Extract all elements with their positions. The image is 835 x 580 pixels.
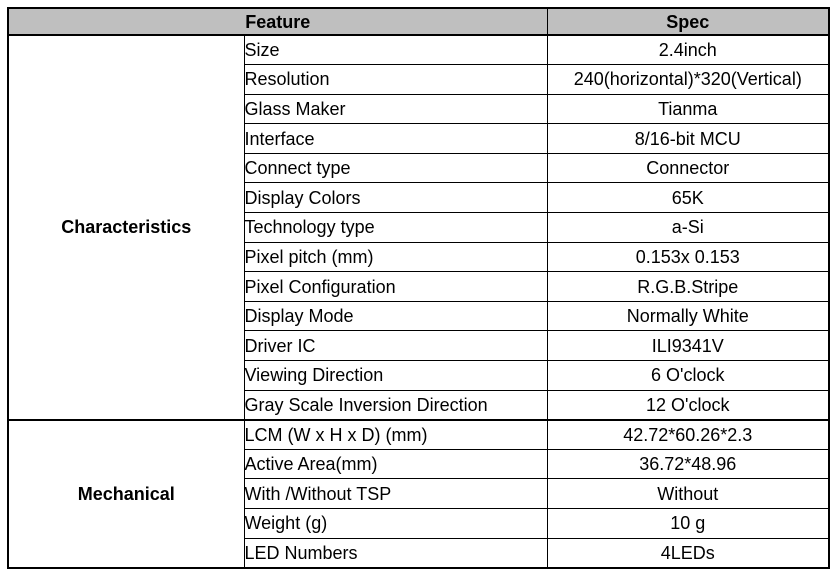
feature-cell: With /Without TSP <box>244 479 547 509</box>
spec-cell: 240(horizontal)*320(Vertical) <box>547 65 829 95</box>
spec-cell: 4LEDs <box>547 538 829 568</box>
feature-cell: Active Area(mm) <box>244 449 547 479</box>
table-row <box>8 35 829 65</box>
spec-cell: 12 O'clock <box>547 390 829 420</box>
spec-cell: 2.4inch <box>547 35 829 65</box>
header-feature: Feature <box>8 8 547 35</box>
feature-cell: Connect type <box>244 153 547 183</box>
spec-cell: 65K <box>547 183 829 213</box>
spec-cell: Connector <box>547 153 829 183</box>
feature-cell: Viewing Direction <box>244 361 547 391</box>
section-label-characteristics: Characteristics <box>8 35 244 420</box>
spec-cell: 0.153x 0.153 <box>547 242 829 272</box>
spec-cell: a-Si <box>547 213 829 243</box>
feature-cell: Resolution <box>244 65 547 95</box>
feature-cell: LCM (W x H x D) (mm) <box>244 420 547 450</box>
spec-table <box>7 7 830 569</box>
feature-cell: LED Numbers <box>244 538 547 568</box>
spec-cell: 6 O'clock <box>547 361 829 391</box>
spec-cell: R.G.B.Stripe <box>547 272 829 302</box>
feature-cell: Display Mode <box>244 301 547 331</box>
feature-cell: Driver IC <box>244 331 547 361</box>
feature-cell: Pixel Configuration <box>244 272 547 302</box>
feature-cell: Weight (g) <box>244 509 547 539</box>
spec-cell: 36.72*48.96 <box>547 449 829 479</box>
spec-cell: 10 g <box>547 509 829 539</box>
feature-cell: Pixel pitch (mm) <box>244 242 547 272</box>
feature-cell: Size <box>244 35 547 65</box>
spec-cell: ILI9341V <box>547 331 829 361</box>
section-label-mechanical: Mechanical <box>8 420 244 568</box>
table-header <box>8 8 829 35</box>
spec-cell: 8/16-bit MCU <box>547 124 829 154</box>
header-row <box>8 8 829 35</box>
table-body <box>8 35 829 568</box>
spec-cell: 42.72*60.26*2.3 <box>547 420 829 450</box>
feature-cell: Interface <box>244 124 547 154</box>
table-row <box>8 420 829 450</box>
feature-cell: Display Colors <box>244 183 547 213</box>
spec-cell: Normally White <box>547 301 829 331</box>
feature-cell: Glass Maker <box>244 94 547 124</box>
header-spec: Spec <box>547 8 829 35</box>
spec-cell: Tianma <box>547 94 829 124</box>
feature-cell: Technology type <box>244 213 547 243</box>
feature-cell: Gray Scale Inversion Direction <box>244 390 547 420</box>
spec-cell: Without <box>547 479 829 509</box>
